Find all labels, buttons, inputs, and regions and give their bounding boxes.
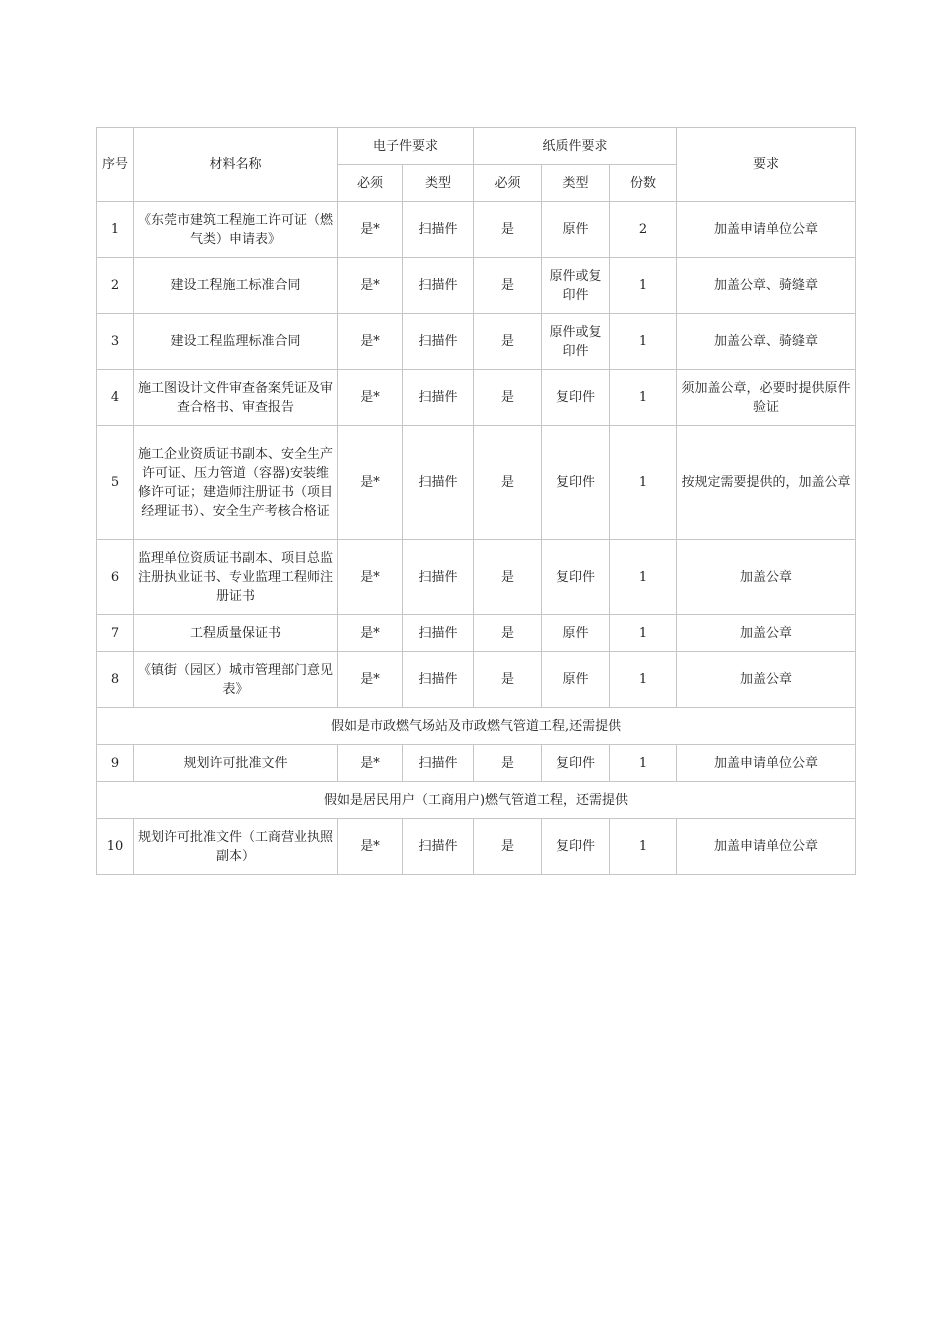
cell-p-type: 原件或复印件 — [542, 314, 610, 370]
cell-e-type: 扫描件 — [403, 745, 474, 782]
header-e-required: 必须 — [338, 165, 403, 202]
cell-name: 工程质量保证书 — [134, 615, 338, 652]
cell-p-required: 是 — [474, 540, 542, 615]
cell-seq: 8 — [97, 652, 134, 708]
table-row — [97, 540, 856, 615]
cell-p-required: 是 — [474, 314, 542, 370]
section-title-residential: 假如是居民用户（工商用户)燃气管道工程，还需提供 — [97, 782, 856, 819]
header-p-required: 必须 — [474, 165, 542, 202]
cell-requirement: 加盖公章 — [677, 615, 856, 652]
cell-p-copies: 1 — [610, 540, 677, 615]
cell-requirement: 加盖公章 — [677, 652, 856, 708]
header-requirement: 要求 — [677, 128, 856, 202]
table-body-residential — [97, 819, 856, 875]
cell-e-required: 是* — [338, 202, 403, 258]
cell-e-type: 扫描件 — [403, 540, 474, 615]
cell-p-required: 是 — [474, 202, 542, 258]
cell-name: 监理单位资质证书副本、项目总监注册执业证书、专业监理工程师注册证书 — [134, 540, 338, 615]
cell-e-required: 是* — [338, 615, 403, 652]
cell-p-copies: 1 — [610, 258, 677, 314]
cell-requirement: 加盖申请单位公章 — [677, 202, 856, 258]
cell-e-required: 是* — [338, 540, 403, 615]
table-header — [97, 128, 856, 202]
cell-e-type: 扫描件 — [403, 258, 474, 314]
table-row — [97, 426, 856, 540]
header-seq: 序号 — [97, 128, 134, 202]
cell-name: 规划许可批准文件（工商营业执照副本） — [134, 819, 338, 875]
header-e-type: 类型 — [403, 165, 474, 202]
header-paper-group: 纸质件要求 — [474, 128, 677, 165]
cell-e-type: 扫描件 — [403, 314, 474, 370]
cell-p-required: 是 — [474, 426, 542, 540]
table-row — [97, 745, 856, 782]
cell-seq: 7 — [97, 615, 134, 652]
cell-p-copies: 2 — [610, 202, 677, 258]
cell-seq: 5 — [97, 426, 134, 540]
cell-seq: 3 — [97, 314, 134, 370]
cell-requirement: 加盖申请单位公章 — [677, 819, 856, 875]
cell-p-type: 复印件 — [542, 370, 610, 426]
cell-p-type: 原件 — [542, 652, 610, 708]
cell-p-type: 复印件 — [542, 540, 610, 615]
cell-requirement: 加盖公章 — [677, 540, 856, 615]
cell-seq: 6 — [97, 540, 134, 615]
cell-p-type: 原件或复印件 — [542, 258, 610, 314]
table-row — [97, 258, 856, 314]
cell-name: 《镇街（园区）城市管理部门意见表》 — [134, 652, 338, 708]
table-row — [97, 819, 856, 875]
cell-p-copies: 1 — [610, 314, 677, 370]
cell-e-type: 扫描件 — [403, 652, 474, 708]
cell-requirement: 加盖公章、骑缝章 — [677, 314, 856, 370]
cell-p-copies: 1 — [610, 370, 677, 426]
cell-e-required: 是* — [338, 314, 403, 370]
cell-p-type: 复印件 — [542, 426, 610, 540]
table-row — [97, 314, 856, 370]
cell-p-required: 是 — [474, 370, 542, 426]
section-residential — [97, 782, 856, 819]
cell-e-required: 是* — [338, 745, 403, 782]
table-row — [97, 652, 856, 708]
cell-name: 施工企业资质证书副本、安全生产许可证、压力管道（容器)安装维修许可证；建造师注册证书（项目经理证书）、安全生产考核合格证 — [134, 426, 338, 540]
cell-p-copies: 1 — [610, 745, 677, 782]
cell-requirement: 须加盖公章，必要时提供原件验证 — [677, 370, 856, 426]
section-title-municipal: 假如是市政燃气场站及市政燃气管道工程,还需提供 — [97, 708, 856, 745]
section-municipal — [97, 708, 856, 745]
cell-p-type: 原件 — [542, 615, 610, 652]
cell-e-type: 扫描件 — [403, 819, 474, 875]
cell-seq: 2 — [97, 258, 134, 314]
cell-name: 建设工程施工标准合同 — [134, 258, 338, 314]
cell-name: 《东莞市建筑工程施工许可证（燃气类）申请表》 — [134, 202, 338, 258]
cell-p-required: 是 — [474, 819, 542, 875]
cell-e-type: 扫描件 — [403, 615, 474, 652]
cell-e-type: 扫描件 — [403, 370, 474, 426]
cell-e-required: 是* — [338, 426, 403, 540]
table-row — [97, 615, 856, 652]
cell-p-copies: 1 — [610, 652, 677, 708]
cell-p-required: 是 — [474, 258, 542, 314]
header-electronic-group: 电子件要求 — [338, 128, 474, 165]
cell-p-copies: 1 — [610, 426, 677, 540]
cell-p-type: 原件 — [542, 202, 610, 258]
cell-e-type: 扫描件 — [403, 426, 474, 540]
cell-requirement: 加盖申请单位公章 — [677, 745, 856, 782]
cell-e-required: 是* — [338, 370, 403, 426]
cell-name: 施工图设计文件审查备案凭证及审查合格书、审查报告 — [134, 370, 338, 426]
cell-p-copies: 1 — [610, 819, 677, 875]
cell-p-required: 是 — [474, 652, 542, 708]
table-row — [97, 370, 856, 426]
cell-seq: 9 — [97, 745, 134, 782]
cell-seq: 4 — [97, 370, 134, 426]
header-name: 材料名称 — [134, 128, 338, 202]
table-body-main — [97, 202, 856, 708]
cell-p-type: 复印件 — [542, 819, 610, 875]
cell-p-copies: 1 — [610, 615, 677, 652]
table-body-municipal — [97, 745, 856, 782]
table-row — [97, 202, 856, 258]
header-p-type: 类型 — [542, 165, 610, 202]
cell-requirement: 加盖公章、骑缝章 — [677, 258, 856, 314]
cell-name: 建设工程监理标准合同 — [134, 314, 338, 370]
cell-e-required: 是* — [338, 258, 403, 314]
cell-seq: 1 — [97, 202, 134, 258]
cell-name: 规划许可批准文件 — [134, 745, 338, 782]
materials-table — [96, 127, 856, 875]
cell-p-required: 是 — [474, 615, 542, 652]
cell-p-required: 是 — [474, 745, 542, 782]
cell-requirement: 按规定需要提供的，加盖公章 — [677, 426, 856, 540]
cell-e-required: 是* — [338, 819, 403, 875]
cell-p-type: 复印件 — [542, 745, 610, 782]
cell-e-required: 是* — [338, 652, 403, 708]
cell-seq: 10 — [97, 819, 134, 875]
cell-e-type: 扫描件 — [403, 202, 474, 258]
header-p-copies: 份数 — [610, 165, 677, 202]
